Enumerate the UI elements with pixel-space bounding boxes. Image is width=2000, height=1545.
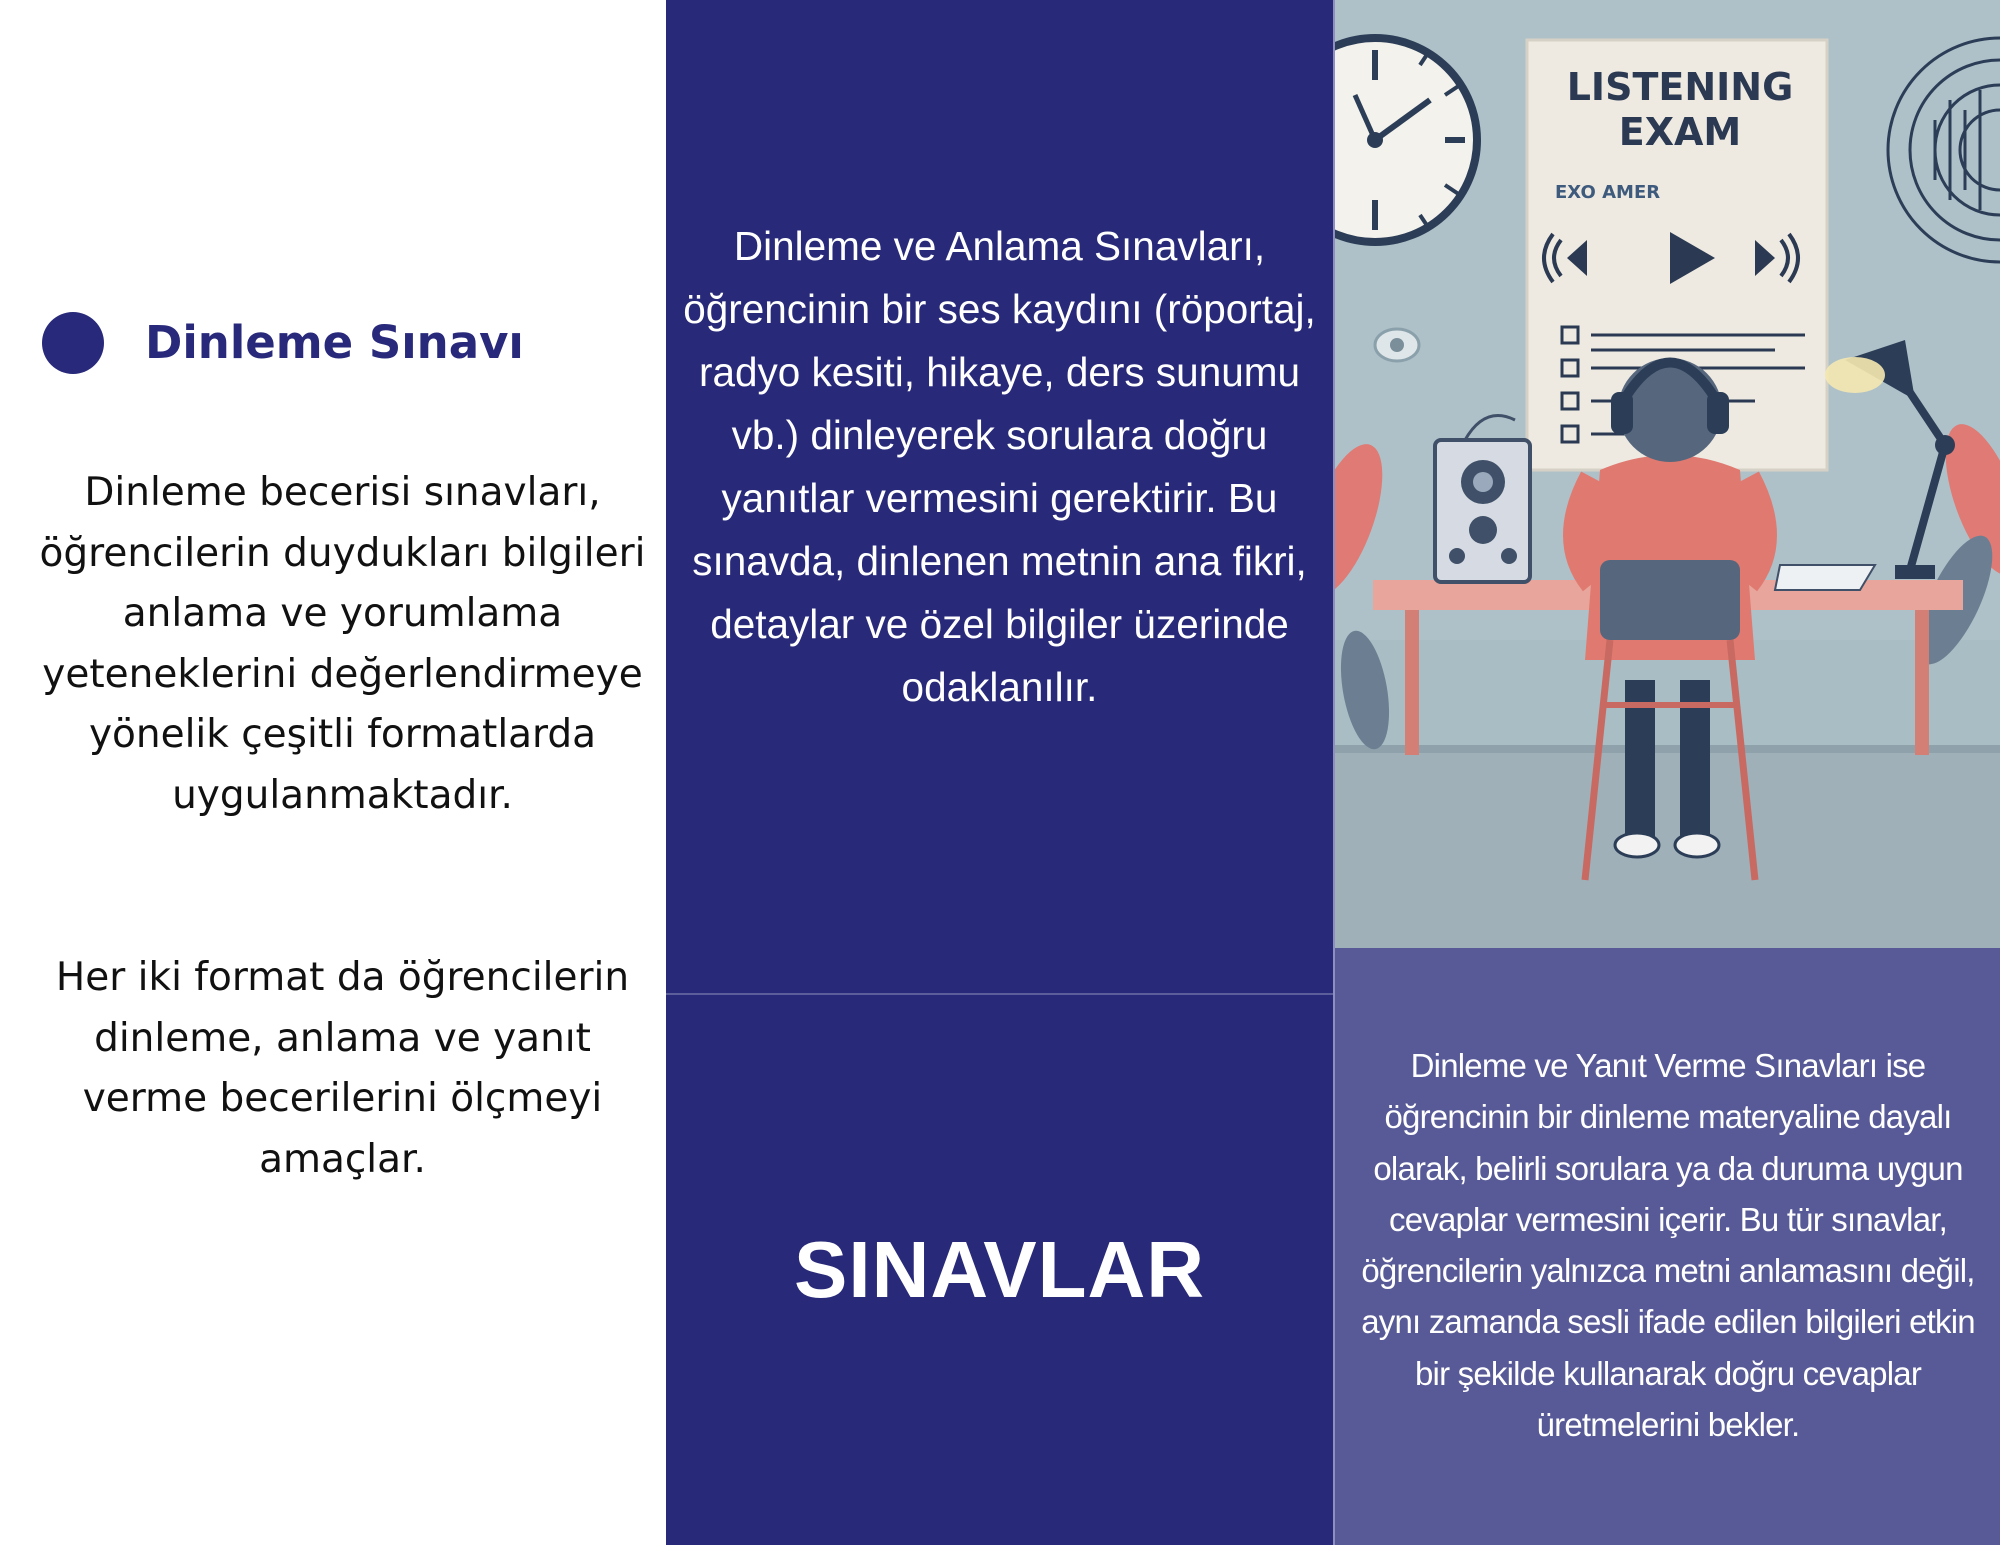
radio-icon xyxy=(1435,416,1530,583)
poster-title-line2: EXAM xyxy=(1618,110,1742,154)
section-heading: Dinleme Sınavı xyxy=(145,316,524,369)
headphones-icon xyxy=(1611,392,1633,434)
paper-on-desk xyxy=(1775,565,1875,590)
middle-paragraph: Dinleme ve Anlama Sınavları, öğrencinin bir ses kaydını (röportaj, radyo kesiti, hikaye, ders sunumu vb.) dinleyerek sorulara doğru yanıtlar vermesini gerektirir. Bu sınavda, dinlenen metnin ana fikri, detaylar ve özel bilgiler üzerinde odaklanılır. xyxy=(683,223,1316,710)
left-paragraph-1: Dinleme becerisi sınavları, öğrencilerin duydukları bilgileri anlama ve yorumlama yeteneklerini değerlendirmeye yönelik çeşitli formatlarda uygulanmaktadır. xyxy=(39,470,646,818)
poster-subtitle: EXO AMER xyxy=(1555,182,1661,203)
left-paragraph-2: Her iki format da öğrencilerin dinleme, anlama ve yanıt verme becerilerini ölçmeyi amaçlar. xyxy=(55,955,630,1182)
illustration-svg xyxy=(1335,0,2000,948)
right-paragraph: Dinleme ve Yanıt Verme Sınavları ise öğrencinin bir dinleme materyaline dayalı olarak, belirli sorulara ya da duruma uygun cevaplar vermesini içerir. Bu tür sınavlar, öğrencilerin yalnızca metni anlamasını değil, aynı zamanda sesli ifade edilen bilgileri etkin bir şekilde kullanarak doğru cevaplar üretmelerini bekler. xyxy=(1361,1047,1975,1444)
bullet-dot-icon xyxy=(42,312,104,374)
poster-title-line1: LISTENING xyxy=(1566,65,1794,109)
listening-exam-illustration xyxy=(1335,0,2000,948)
banner-title: SINAVLAR xyxy=(794,1225,1205,1314)
